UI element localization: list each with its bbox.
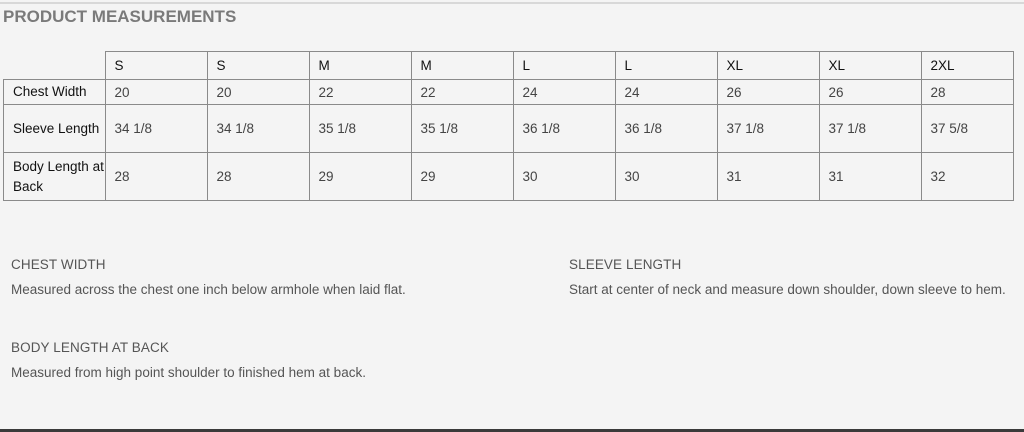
measurement-cell: 20 <box>207 80 309 105</box>
measurement-cell: 34 1/8 <box>207 105 309 153</box>
measurement-cell: 35 1/8 <box>309 105 411 153</box>
size-header-cell: 2XL <box>921 52 1013 80</box>
measurement-cell: 26 <box>717 80 819 105</box>
size-header-cell: S <box>207 52 309 80</box>
table-row-body-length <box>4 153 1014 201</box>
measurement-cell: 24 <box>513 80 615 105</box>
top-divider <box>0 2 1024 4</box>
measurement-cell: 22 <box>309 80 411 105</box>
measurement-cell: 31 <box>717 153 819 201</box>
measurement-cell: 34 1/8 <box>105 105 207 153</box>
measurement-cell: 28 <box>105 153 207 201</box>
size-header-cell: L <box>615 52 717 80</box>
measurement-cell: 36 1/8 <box>615 105 717 153</box>
measurement-cell: 31 <box>819 153 921 201</box>
measurement-cell: 36 1/8 <box>513 105 615 153</box>
measurement-cell: 22 <box>411 80 513 105</box>
chest-width-definition <box>11 257 406 297</box>
row-label: Sleeve Length <box>4 105 106 153</box>
measurement-cell: 28 <box>207 153 309 201</box>
measurement-cell: 30 <box>513 153 615 201</box>
definition-text: Measured from high point shoulder to finished hem at back. <box>11 365 366 380</box>
size-header-cell: XL <box>717 52 819 80</box>
measurement-cell: 35 1/8 <box>411 105 513 153</box>
size-header-cell: M <box>309 52 411 80</box>
definition-text: Measured across the chest one inch below armhole when laid flat. <box>11 282 406 297</box>
measurements-table <box>3 51 1014 201</box>
table-row-chest-width <box>4 80 1014 105</box>
sleeve-length-definition <box>569 257 1006 297</box>
body-length-definition <box>11 340 366 380</box>
size-header-row <box>4 52 1014 80</box>
measurement-cell: 32 <box>921 153 1013 201</box>
row-label: Chest Width <box>4 80 106 105</box>
measurement-cell: 37 5/8 <box>921 105 1013 153</box>
measurement-cell: 37 1/8 <box>819 105 921 153</box>
corner-cell <box>4 52 106 80</box>
size-header-cell: XL <box>819 52 921 80</box>
size-header-cell: M <box>411 52 513 80</box>
measurement-cell: 29 <box>309 153 411 201</box>
measurement-cell: 20 <box>105 80 207 105</box>
measurement-cell: 24 <box>615 80 717 105</box>
definition-heading: SLEEVE LENGTH <box>569 257 682 272</box>
size-header-cell: L <box>513 52 615 80</box>
definition-heading: CHEST WIDTH <box>11 257 106 272</box>
row-label: Body Length at Back <box>4 153 106 201</box>
measurement-cell: 30 <box>615 153 717 201</box>
size-header-cell: S <box>105 52 207 80</box>
table-row-sleeve-length <box>4 105 1014 153</box>
measurement-cell: 28 <box>921 80 1013 105</box>
definition-text: Start at center of neck and measure down shoulder, down sleeve to hem. <box>569 282 1006 297</box>
definition-heading: BODY LENGTH AT BACK <box>11 340 169 355</box>
measurement-cell: 37 1/8 <box>717 105 819 153</box>
measurement-cell: 29 <box>411 153 513 201</box>
section-title: PRODUCT MEASUREMENTS <box>3 7 237 26</box>
measurement-cell: 26 <box>819 80 921 105</box>
